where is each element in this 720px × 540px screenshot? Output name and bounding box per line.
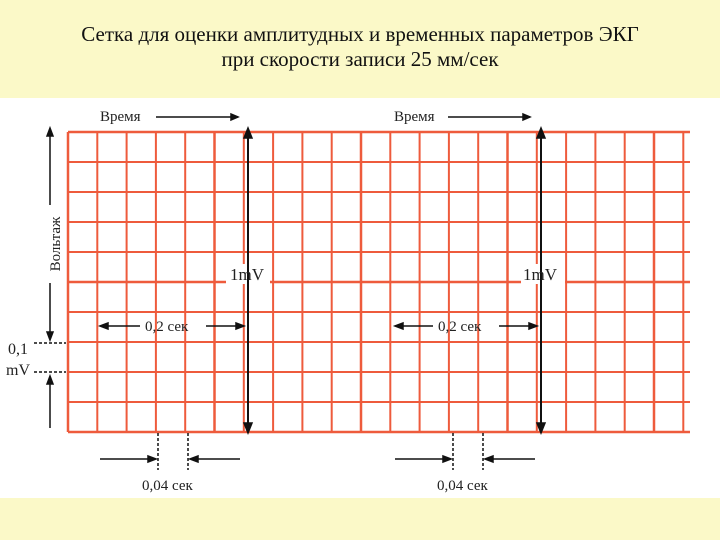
small-voltage-unit: mV <box>6 362 30 379</box>
amplitude-arrowhead-left-top <box>244 128 252 138</box>
title-line-2: при скорости записи 25 мм/сек <box>221 47 499 71</box>
small-interval-arrowhead-right-a <box>443 456 451 462</box>
ecg-grid-lines <box>68 132 690 432</box>
small-interval-arrowhead-left-a <box>148 456 156 462</box>
small-interval-arrowhead-right-b <box>485 456 493 462</box>
title-line-1: Сетка для оценки амплитудных и временных параметров ЭКГ <box>81 22 639 46</box>
time-arrowhead-right <box>523 114 530 120</box>
time-label-right: Время <box>394 109 435 125</box>
annotations <box>34 114 545 470</box>
time-arrowhead-left <box>231 114 238 120</box>
small-interval-label-right: 0,04 сек <box>437 478 488 494</box>
small-voltage-arrowhead <box>47 376 53 384</box>
amplitude-label-right: 1mV <box>523 265 557 284</box>
time-label-left: Время <box>100 109 141 125</box>
voltage-arrowhead-top <box>47 128 53 136</box>
small-voltage-value: 0,1 <box>8 341 28 358</box>
interval-arrowhead-right-a <box>395 323 403 329</box>
interval-label-right: 0,2 сек <box>438 319 482 335</box>
amplitude-arrowhead-right-top <box>537 128 545 138</box>
interval-arrowhead-left-a <box>100 323 108 329</box>
amplitude-label-left: 1mV <box>230 265 264 284</box>
small-interval-arrowhead-left-b <box>190 456 198 462</box>
small-interval-label-left: 0,04 сек <box>142 478 193 494</box>
voltage-label: Вольтаж <box>48 216 64 272</box>
voltage-arrowhead-bottom <box>47 332 53 340</box>
interval-label-left: 0,2 сек <box>145 319 189 335</box>
